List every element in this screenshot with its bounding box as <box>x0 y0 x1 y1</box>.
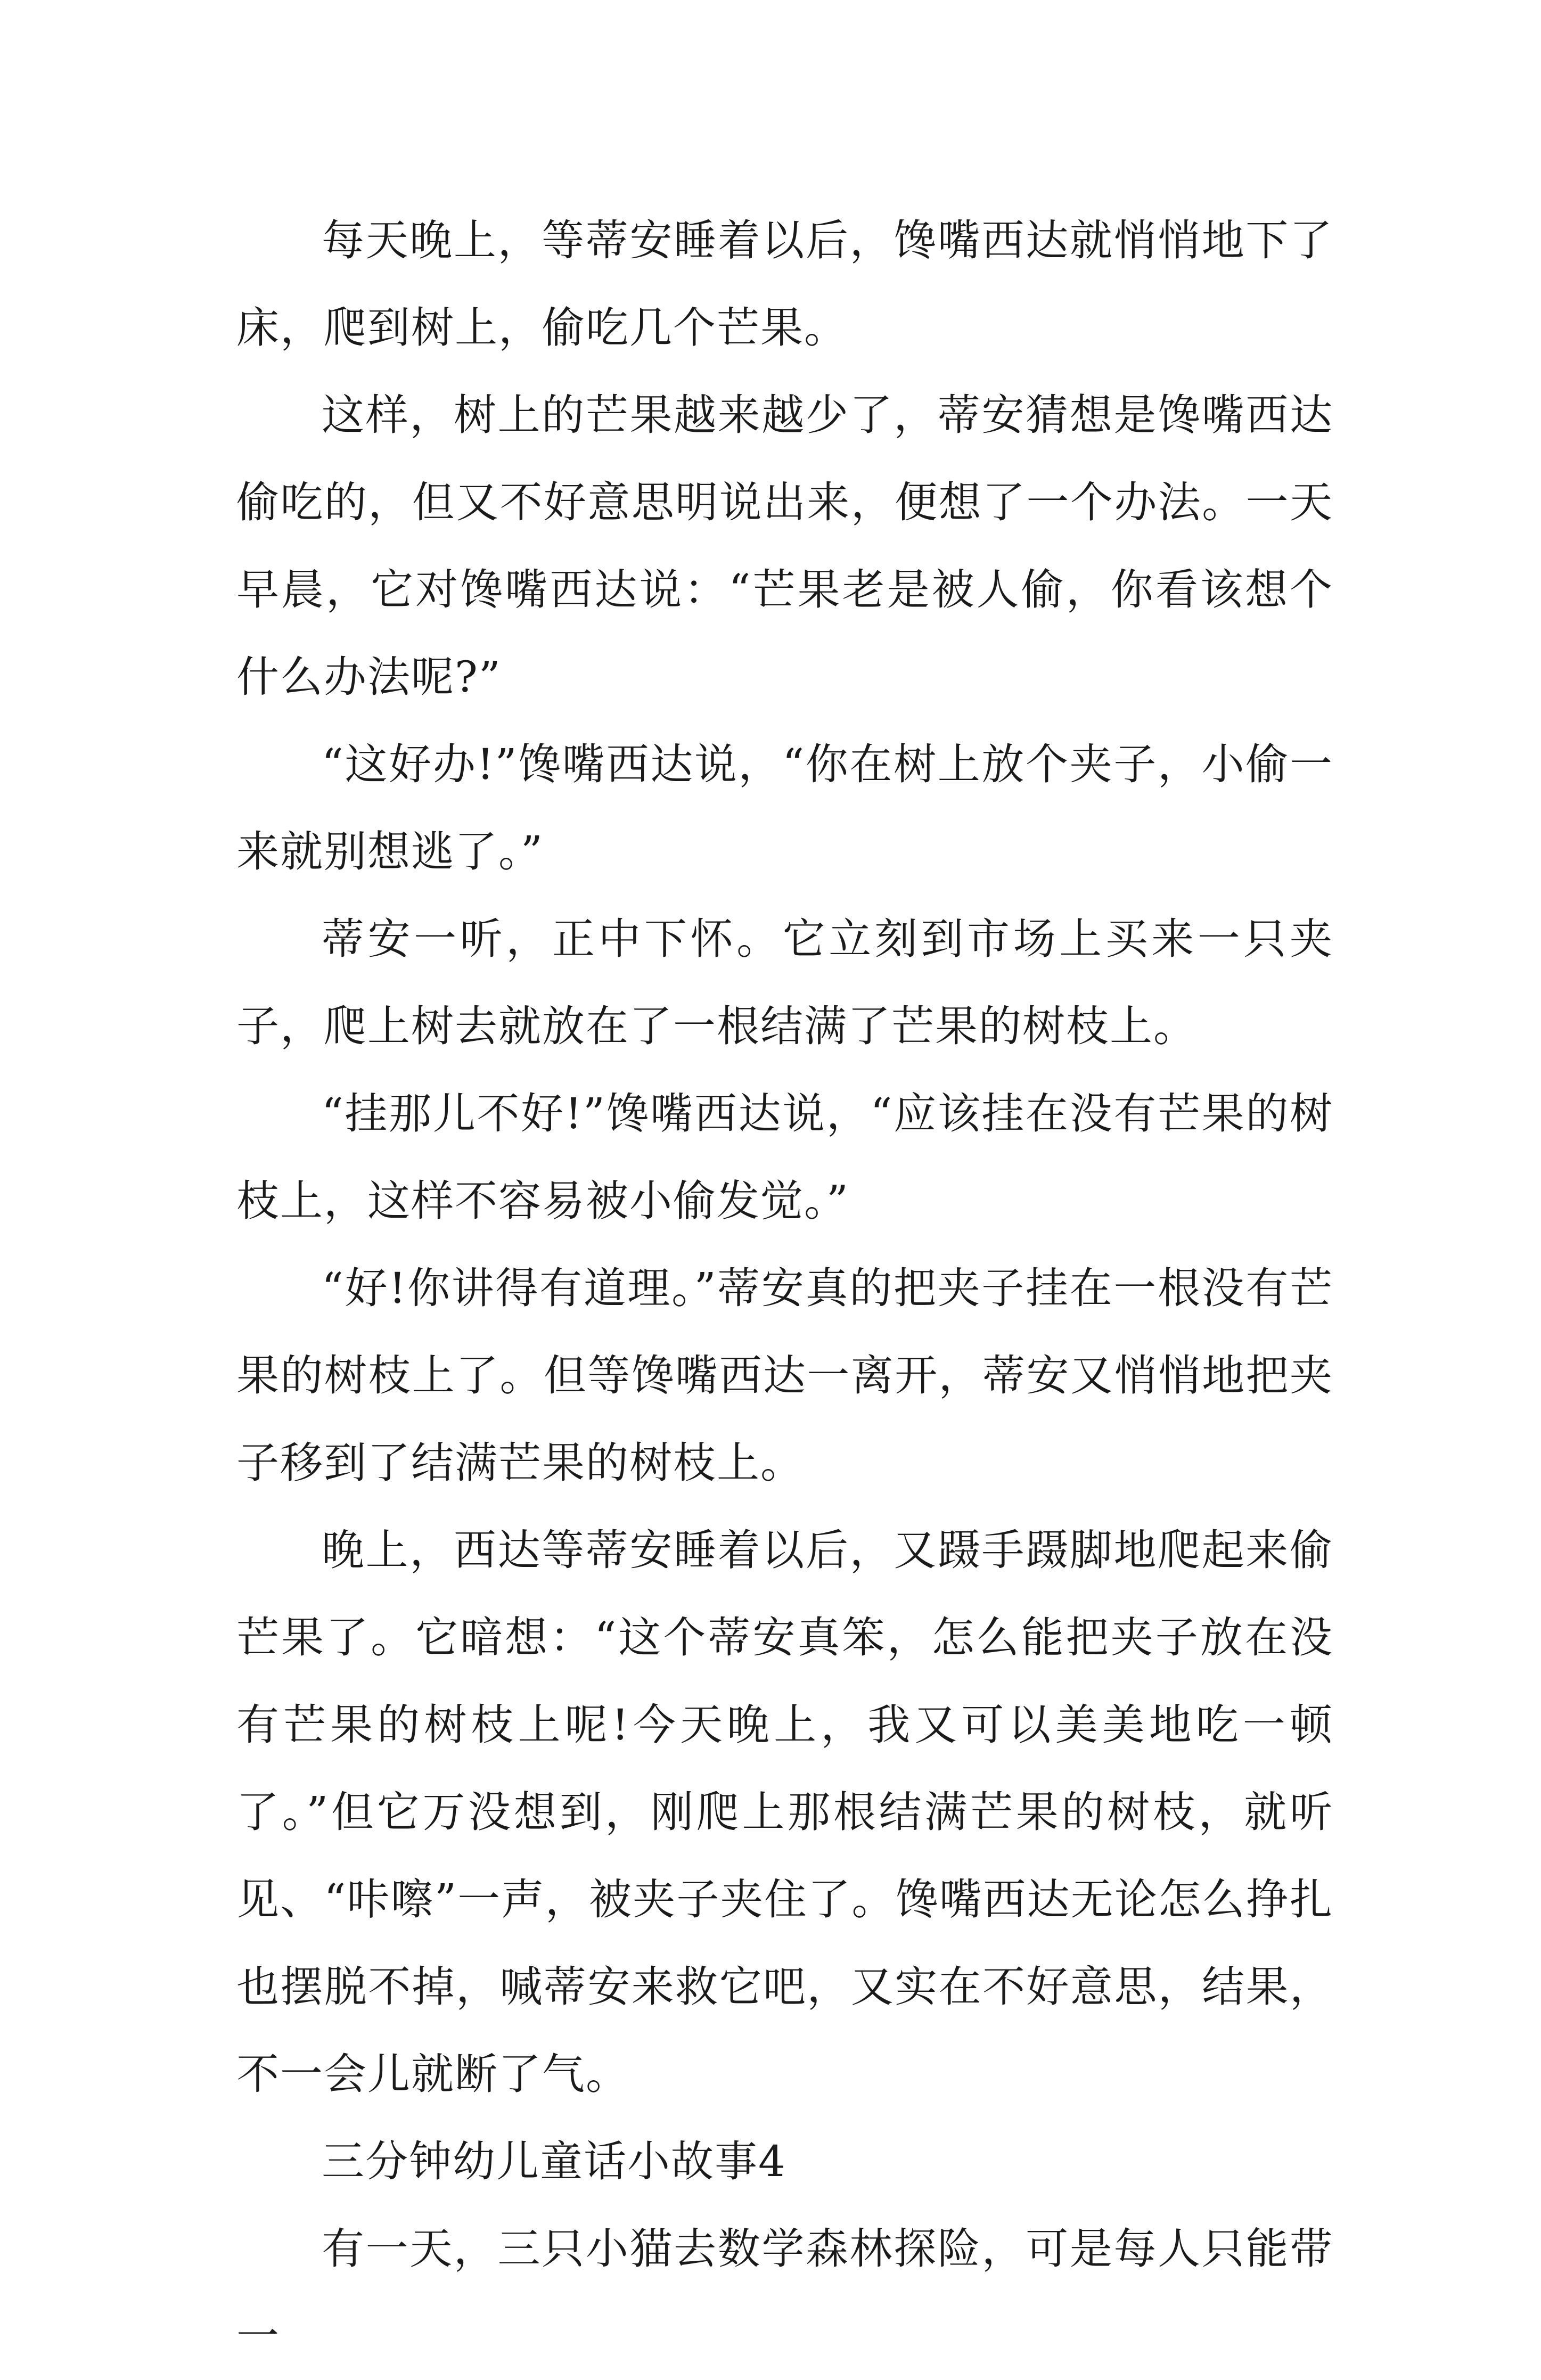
document-body <box>236 197 1333 2380</box>
paragraph: 这样，树上的芒果越来越少了，蒂安猜想是馋嘴西达偷吃的，但又不好意思明说出来，便想了一个办法。一天早晨，它对馋嘴西达说：“芒果老是被人偷，你看该想个什么办法呢?” <box>236 390 1333 702</box>
paragraph: “这好办!”馋嘴西达说，“你在树上放个夹子，小偷一来就别想逃了。” <box>236 740 1333 876</box>
paragraph: “好!你讲得有道理。”蒂安真的把夹子挂在一根没有芒果的树枝上了。但等馋嘴西达一离开，蒂安又悄悄地把夹子移到了结满芒果的树枝上。 <box>236 1263 1333 1488</box>
paragraph: 每天晚上，等蒂安睡着以后，馋嘴西达就悄悄地下了床，爬到树上，偷吃几个芒果。 <box>236 216 1333 352</box>
story-heading: 三分钟幼儿童话小故事4 <box>322 2137 786 2186</box>
paragraph: 有一天，三只小猫去数学森林探险，可是每人只能带一 <box>236 2224 1333 2361</box>
paragraph: “挂那儿不好!”馋嘴西达说，“应该挂在没有芒果的树枝上，这样不容易被小偷发觉。” <box>236 1089 1333 1226</box>
paragraph: 晚上，西达等蒂安睡着以后，又蹑手蹑脚地爬起来偷芒果了。它暗想：“这个蒂安真笨，怎么能把夹子放在没有芒果的树枝上呢!今天晚上，我又可以美美地吃一顿了。”但它万没想到，刚爬上那根结满芒果的树枝，就听见、“咔嚓”一声，被夹子夹住了。馋嘴西达无论怎么挣扎也摆脱不掉，喊蒂安来救它吧，又实在不好意思，结果，不一会儿就断了气。 <box>236 1525 1333 2099</box>
paragraph: 蒂安一听，正中下怀。它立刻到市场上买来一只夹子，爬上树去就放在了一根结满了芒果的树枝上。 <box>236 914 1333 1051</box>
